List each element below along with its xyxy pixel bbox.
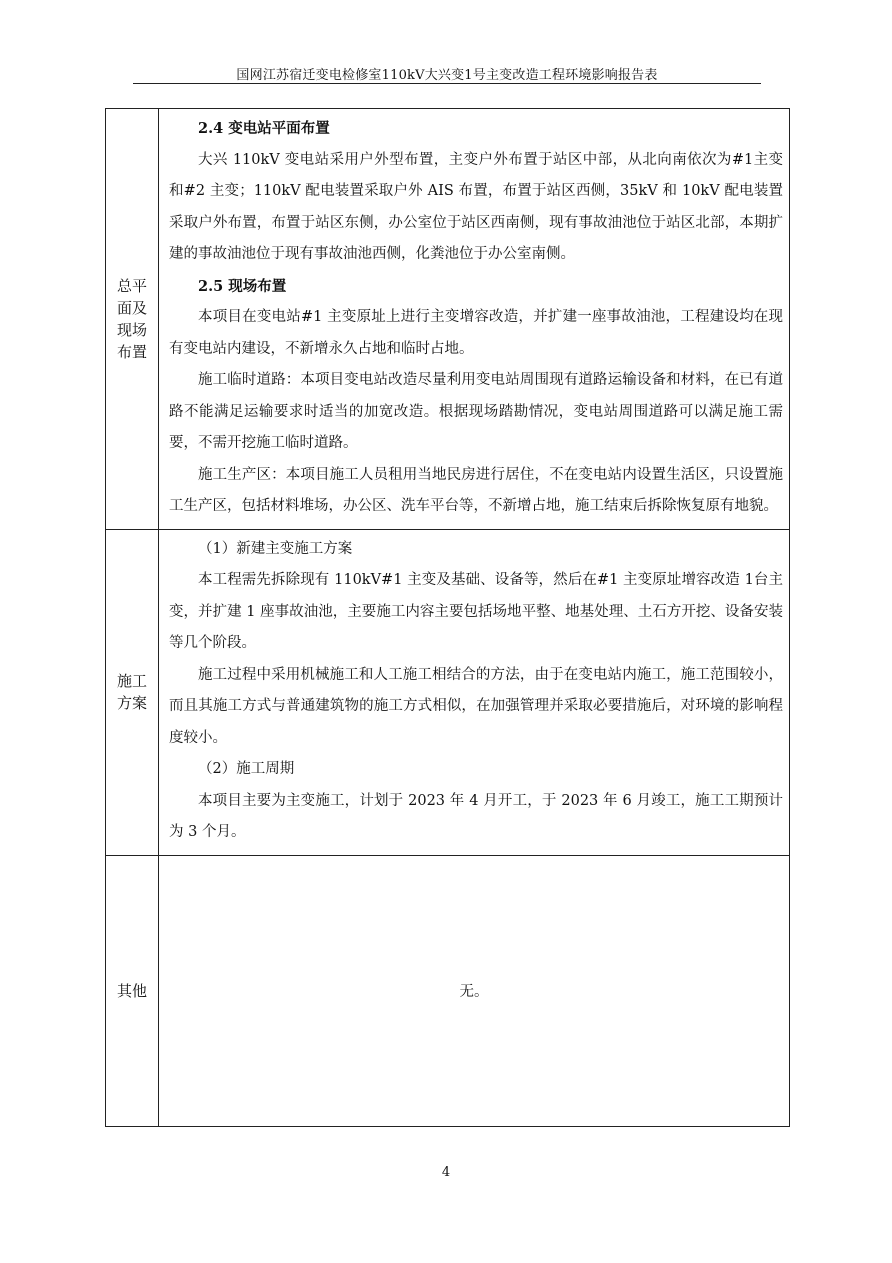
document-header-title: 国网江苏宿迁变电检修室110kV大兴变1号主变改造工程环境影响报告表: [236, 68, 658, 83]
paragraph: 本工程需先拆除现有 110kV#1 主变及基础、设备等，然后在#1 主变原址增容改造 1台主变，并扩建 1 座事故油池，主要施工内容主要包括场地平整、地基处理、土石方开挖、设备安装等几个阶段。: [169, 572, 783, 651]
row-content-construction: [159, 529, 790, 855]
paragraph: 施工临时道路：本项目变电站改造尽量利用变电站周围现有道路运输设备和材料，在已有道路不能满足运输要求时适当的加宽改造。根据现场踏勘情况，变电站周围道路可以满足施工需要，不需开挖施工临时道路。: [169, 372, 783, 451]
section-heading: 2.4 变电站平面布置: [198, 120, 330, 137]
table-row-construction: [106, 529, 790, 855]
paragraph: 本项目主要为主变施工，计划于 2023 年 4 月开工，于 2023 年 6 月竣工，施工工期预计为 3 个月。: [169, 792, 783, 840]
page-number: 4: [441, 1165, 451, 1180]
row-content-layout: [159, 109, 790, 530]
row-label-construction: [106, 529, 159, 855]
table-row-layout: [106, 109, 790, 530]
row-label-line: 现场: [116, 320, 147, 339]
table-row-other: [106, 855, 790, 1126]
paragraph: 施工生产区：本项目施工人员租用当地民房进行居住，不在变电站内设置生活区，只设置施工生产区，包括材料堆场，办公区、洗车平台等，不新增占地，施工结束后拆除恢复原有地貌。: [169, 466, 783, 514]
paragraph: 施工过程中采用机械施工和人工施工相结合的方法，由于在变电站内施工，施工范围较小，而且其施工方式与普通建筑物的施工方式相似，在加强管理并采取必要措施后，对环境的影响程度较小。: [169, 666, 783, 746]
header-divider: [133, 83, 761, 84]
row-label-other: 其他: [106, 855, 159, 1126]
section-heading: 2.5 现场布置: [198, 277, 287, 295]
row-label-line: 布置: [116, 342, 147, 361]
row-label-line: 面及: [116, 298, 147, 317]
paragraph: 本项目在变电站#1 主变原址上进行主变增容改造，并扩建一座事故油池，工程建设均在现有变电站内建设，不新增永久占地和临时占地。: [169, 309, 783, 357]
row-label-line: 方案: [116, 694, 147, 712]
row-label-line: 施工: [116, 672, 147, 690]
paragraph: 大兴 110kV 变电站采用户外型布置，主变户外布置于站区中部，从北向南依次为#1主变和#2 主变；110kV 配电装置采取户外 AIS 布置，布置于站区西侧，35kV 和 10kV 配电装置采取户外布置，布置于站区东侧，办公室位于站区西南侧，现有事故油池位于站区北部，本期扩建的事故油池位于现有事故油池西侧，化粪池位于办公室南侧。: [169, 151, 783, 262]
row-label-line: 总平: [116, 276, 147, 295]
paragraph: （1）新建主变施工方案: [198, 540, 353, 557]
report-table: [105, 108, 790, 1127]
paragraph: （2）施工周期: [198, 761, 295, 777]
row-content-other: 无。: [159, 855, 790, 1126]
row-label-layout: [106, 109, 159, 530]
